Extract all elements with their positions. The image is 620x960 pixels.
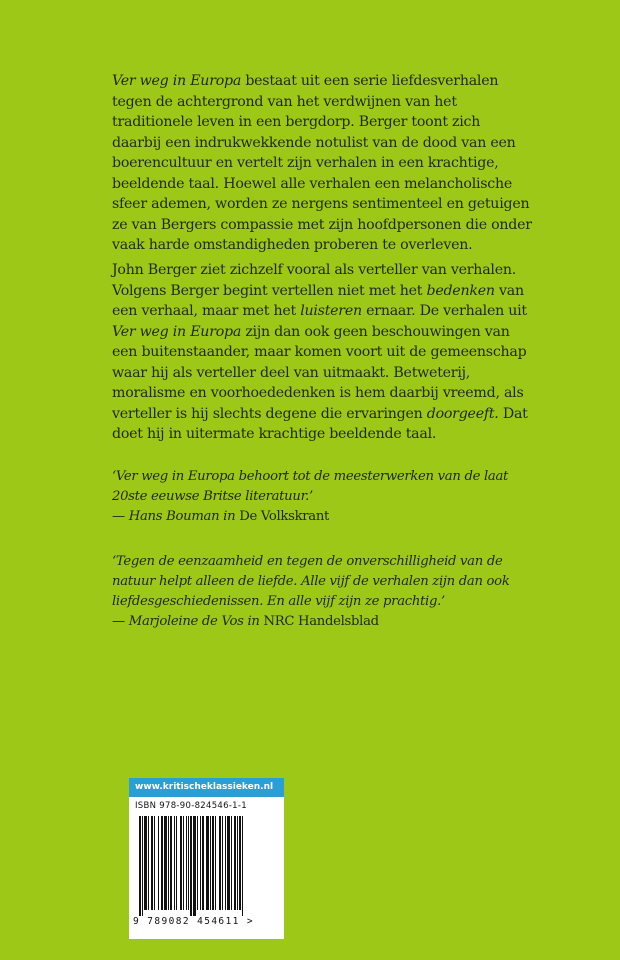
barcode-bar xyxy=(158,816,159,910)
blurb-paragraph-1 xyxy=(112,71,532,256)
quote-author: — Hans Bouman in xyxy=(112,509,240,524)
barcode-bar xyxy=(202,816,204,910)
barcode-bar xyxy=(168,816,169,910)
blurb-2-text-e: Dat doet hij in uitermate krachtige beeldende taal. xyxy=(112,405,528,442)
barcode-bar xyxy=(154,816,155,910)
barcode-bar xyxy=(242,816,243,916)
emphasis-luisteren: luisteren xyxy=(300,303,362,319)
barcode-bar xyxy=(188,816,189,910)
quote-attribution xyxy=(112,612,532,632)
barcode-bar xyxy=(161,816,163,910)
quote-author: — Marjoleine de Vos in xyxy=(112,614,264,629)
barcode xyxy=(139,816,274,916)
review-quote-2 xyxy=(112,552,532,632)
barcode-bar xyxy=(239,816,241,910)
blurb-1-text: bestaat uit een serie liefdesverhalen tegen de achtergrond van het verdwijnen van het traditionele leven in een bergdorp. Berger toont zich daarbij een indrukwekkende notulist van de dood van een boerencultuur en vertelt zijn verhalen in een krachtige, beeldende taal. Hoewel alle verhalen een melancholische sfeer ademen, worden ze nergens sentimenteel en getuigen ze van Bergers compassie met zijn hoofdpersonen die onder vaak harde omstandigheden proberen te overleven. xyxy=(112,73,532,253)
barcode-bar xyxy=(139,816,141,916)
barcode-bar xyxy=(197,816,198,910)
barcode-bar xyxy=(183,816,184,910)
blurb-paragraph-2 xyxy=(112,260,532,445)
quote-source: NRC Handelsblad xyxy=(263,614,379,629)
barcode-bar xyxy=(164,816,167,910)
review-quote-1 xyxy=(112,467,532,527)
blurb-2-text-c: ernaar. De verhalen uit xyxy=(361,303,527,319)
barcode-bar xyxy=(227,816,230,910)
barcode-bar xyxy=(190,816,192,916)
barcode-bar xyxy=(193,816,196,916)
barcode-bar xyxy=(148,816,149,910)
website-url[interactable]: www.kritischeklassieken.nl xyxy=(129,778,284,797)
barcode-bar xyxy=(215,816,216,910)
blurb-2-text-b: van een verhaal, maar met het xyxy=(112,282,524,319)
barcode-bar xyxy=(212,816,214,910)
barcode-bar xyxy=(170,816,172,910)
quote-text: ‘Tegen de eenzaamheid en tegen de onverschilligheid van de natuur helpt alleen de liefde. Alle vijf de verhalen zijn dan ook liefdesgeschiedenissen. En alle vijf zijn ze prachtig.’ xyxy=(112,554,510,609)
barcode-bar xyxy=(174,816,175,910)
quote-source: De Volkskrant xyxy=(239,509,330,524)
barcode-bar xyxy=(206,816,209,910)
barcode-bar xyxy=(225,816,226,910)
barcode-bar xyxy=(180,816,182,910)
isbn-box xyxy=(129,778,284,939)
barcode-bar xyxy=(237,816,238,910)
barcode-digits: 9 789082 454611 > xyxy=(133,916,255,927)
barcode-bar xyxy=(144,816,147,910)
isbn-text: ISBN 978-90-824546-1-1 xyxy=(135,801,247,811)
barcode-bar xyxy=(186,816,187,910)
blurb-2-text-a: John Berger ziet zichzelf vooral als verteller van verhalen. Volgens Berger begint vertellen niet met het xyxy=(112,262,516,299)
barcode-bar xyxy=(151,816,153,910)
blurb-2-text-d: zijn dan ook geen beschouwingen van een buitenstaander, maar komen voort uit de gemeenschap waar hij als verteller deel van uitmaakt. Betweterij, moralisme en voorhoededenken is hem daarbij vreemd, als verteller is hij slechts degene die ervaringen xyxy=(112,323,527,422)
barcode-bar xyxy=(222,816,223,910)
barcode-bar xyxy=(219,816,221,910)
quote-attribution xyxy=(112,507,532,527)
barcode-bar xyxy=(231,816,232,910)
emphasis-title: Ver weg in Europa xyxy=(112,323,242,340)
barcode-bar xyxy=(234,816,236,910)
book-title: Ver weg in Europa xyxy=(112,73,242,89)
barcode-bar xyxy=(142,816,143,916)
barcode-bar xyxy=(176,816,177,910)
barcode-bar xyxy=(210,816,211,910)
barcode-bar xyxy=(200,816,201,910)
emphasis-doorgeeft: doorgeeft. xyxy=(426,405,499,422)
quote-text: ‘Ver weg in Europa behoort tot de meesterwerken van de laat 20ste eeuwse Britse literatuur.’ xyxy=(112,469,509,504)
emphasis-bedenken: bedenken xyxy=(426,282,495,299)
